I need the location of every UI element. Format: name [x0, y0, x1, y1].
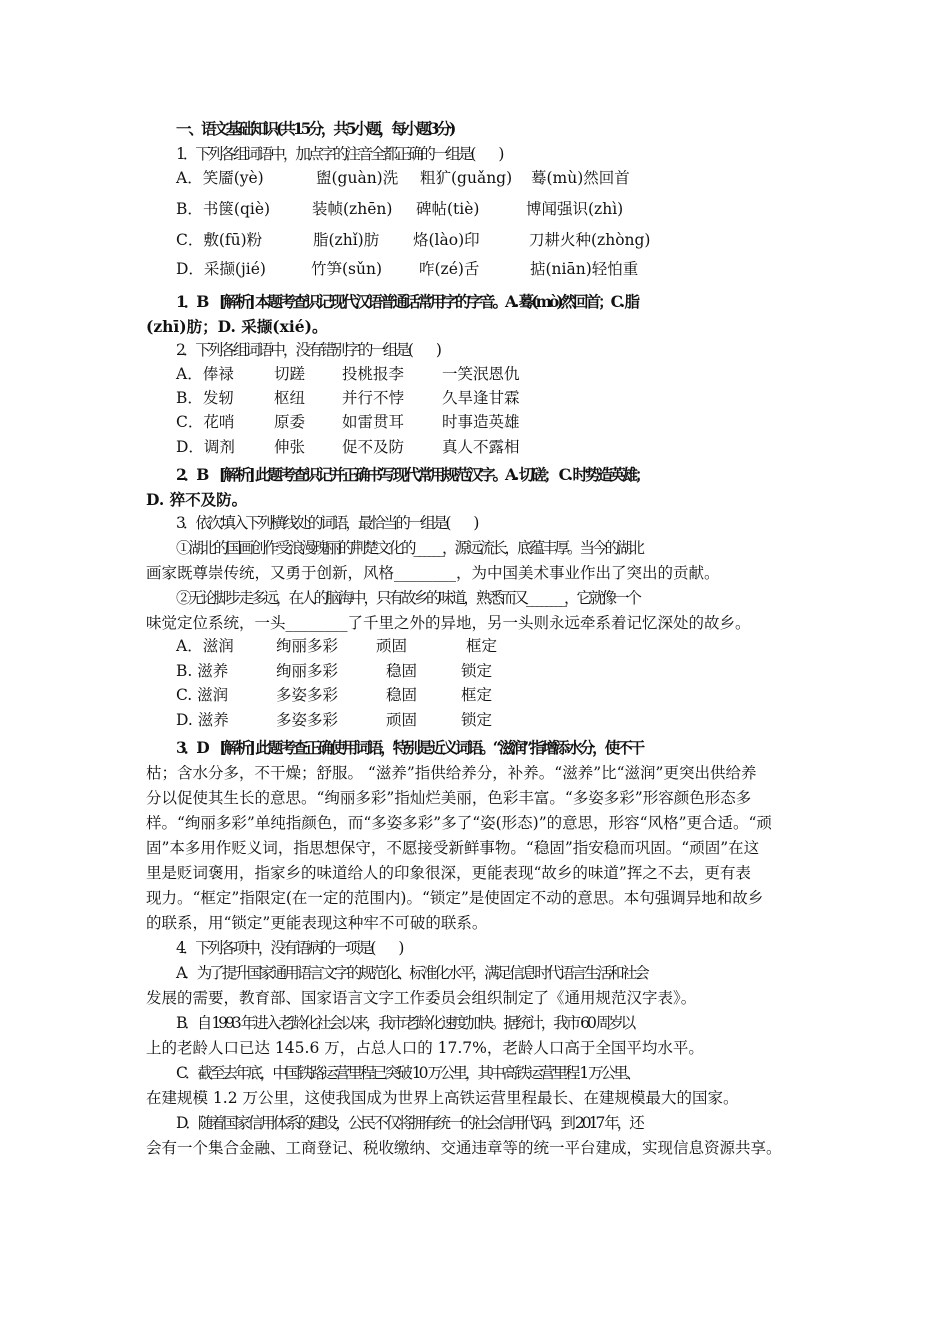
q2-d-3: 促不及防	[342, 438, 405, 456]
q3-d-1: D. 滋养	[176, 711, 229, 729]
q1-c-4: 刀耕火种(zhòng)	[529, 231, 651, 249]
q3-d-2: 多姿多彩	[276, 711, 339, 729]
q4-option-c-line2: 在建规模 1.2 万公里，这使我国成为世界上高铁运营里程最长、在建规模最大的国家。	[146, 1089, 739, 1107]
q2-answer-line1: 2．B [解析] 此题考查识记并正确书写现代常用规范汉字。A. 切磋； C. 时势造英雄；	[176, 465, 648, 484]
q1-b-1: B．书箧(qiè)	[176, 200, 271, 218]
q1-a-3: 粗犷(guǎng)	[420, 169, 513, 187]
q2-a-4: 一笑泯恩仇	[442, 365, 520, 383]
q3-c-3: 稳固	[386, 686, 418, 704]
q4-option-b-line1: B．自 1993 年进入老龄化社会以来，我市老龄化速度加快。据统计，我市 60 周岁以	[176, 1014, 634, 1032]
q1-option-b	[176, 195, 816, 223]
q1-a-1: A．笑靥(yè)	[176, 169, 264, 187]
q2-c-1: C．花哨	[176, 413, 235, 431]
q1-b-4: 博闻强识(zhì)	[526, 200, 624, 218]
q1-option-c	[176, 226, 816, 254]
question-2-stem: 2．下列各组词语中，没有错别字的一组是( )	[176, 341, 439, 359]
q2-a-1: A．俸禄	[176, 365, 234, 383]
q2-b-2: 枢纽	[274, 389, 306, 407]
q3-passage1-line1: ①湖北的国画创作受浪漫瑰丽的荆楚文化的______，源远流长，底蕴丰厚。当今的湖北	[176, 539, 643, 557]
q1-d-3: 咋(zé)舌	[419, 260, 480, 278]
q4-option-a-line1: A．为了提升国家通用语言文字的规范化、标准化水平，满足信息时代语言生活和社会	[176, 964, 647, 982]
q4-option-b-line2: 上的老龄人口已达 145.6 万，占总人口的 17.7%，老龄人口高于全国平均水平。	[146, 1039, 704, 1057]
q1-c-2: 脂(zhǐ)肪	[313, 231, 380, 249]
q3-a-4: 框定	[466, 637, 498, 655]
q2-d-4: 真人不露相	[442, 438, 520, 456]
q1-b-3: 碑帖(tiè)	[416, 200, 480, 218]
q1-d-4: 掂(niān)轻怕重	[530, 260, 639, 278]
q2-b-1: B．发轫	[176, 389, 234, 407]
q4-option-a-line2: 发展的需要，教育部、国家语言文字工作委员会组织制定了《通用规范汉字表》。	[146, 989, 697, 1007]
q1-c-3: 烙(lào)印	[413, 231, 480, 249]
q3-option-c	[176, 681, 816, 709]
q2-option-c	[176, 408, 816, 436]
q3-answer-line-6: 里是贬词褒用，指家乡的味道给人的印象很深，更能表现“故乡的味道”挥之不去，更有表	[146, 864, 751, 882]
q2-a-2: 切蹉	[274, 365, 306, 383]
question-3-stem: 3．依次填入下列横线处的词语，最恰当的一组是( )	[176, 514, 477, 532]
q3-b-4: 锁定	[461, 662, 493, 680]
q3-passage2-line1: ②无论脚步走多远，在人的脑海中，只有故乡的味道，熟悉而又________，它就像一个	[176, 589, 640, 607]
q3-answer-line-3: 分以促使其生长的意思。“绚丽多彩”指灿烂美丽，色彩丰富。“多姿多彩”形容颜色形态多	[146, 789, 752, 807]
q3-answer-line-4: 样。“绚丽多彩”单纯指颜色，而“多姿多彩”多了“姿(形态)”的意思，形容“风格”更合适。“顽	[146, 814, 772, 832]
q2-b-3: 并行不悖	[342, 389, 405, 407]
q1-a-4: 蓦(mù)然回首	[531, 169, 630, 187]
question-4-stem: 4．下列各项中，没有语病的一项是( )	[176, 939, 402, 957]
q2-c-2: 原委	[274, 413, 306, 431]
q1-answer-line2: (zhī)肪；D. 采撷(xié)。	[146, 317, 328, 336]
q1-c-1: C．敷(fū)粉	[176, 231, 263, 249]
section-title: 一、语文基础知识(共15分，共5小题，每小题3分)	[176, 119, 454, 138]
q2-a-3: 投桃报李	[342, 365, 405, 383]
q2-answer-line2: D. 猝不及防。	[146, 490, 248, 509]
q1-option-a	[176, 164, 816, 192]
q3-passage2-line2: 味觉定位系统，一头________了千里之外的异地，另一头则永远牵系着记忆深处的故乡。	[146, 614, 751, 632]
q3-d-4: 锁定	[461, 711, 493, 729]
q3-answer-line-1: 3．D [解析] 此题考查正确使用词语，特别是近义词语。“滋润”指增添水分，使不干	[176, 738, 643, 757]
q2-c-3: 如雷贯耳	[342, 413, 405, 431]
q3-answer-line-7: 现力。“框定”指限定(在一定的范围内)。“锁定”是使固定不动的意思。本句强调异地和故乡	[146, 889, 764, 907]
q2-b-4: 久旱逢甘霖	[442, 389, 520, 407]
q3-answer-line-8: 的联系，用“锁定”更能表现这种牢不可破的联系。	[146, 914, 488, 932]
q1-answer-line1: 1．B [解析] 本题考查识记现代汉语普通话常用字的字音。A. 蓦(mò)然回首；C. 脂	[176, 292, 638, 311]
q3-b-3: 稳固	[386, 662, 418, 680]
question-1-stem: 1．下列各组词语中，加点字的注音全都正确的一组是( )	[176, 145, 502, 163]
q4-option-c-line1: C．截至去年底，中国铁路运营里程已突破 10 万公里，其中高铁运营里程 1 万公里、	[176, 1064, 639, 1082]
q3-passage1-line2: 画家既尊崇传统，又勇于创新，风格________，为中国美术事业作出了突出的贡献。	[146, 564, 720, 582]
q3-a-2: 绚丽多彩	[276, 637, 339, 655]
q2-c-4: 时事造英雄	[442, 413, 520, 431]
q2-d-2: 伸张	[274, 438, 306, 456]
q3-answer-line-2: 枯；含水分多，不干燥；舒服。 “滋养”指供给养分，补养。“滋养”比“滋润”更突出供给养	[146, 764, 757, 782]
q1-b-2: 装帧(zhēn)	[312, 200, 393, 218]
q3-answer-line-5: 固”本多用作贬义词，指思想保守，不愿接受新鲜事物。“稳固”指安稳而巩固。“顽固”在这	[146, 839, 760, 857]
q3-a-1: A．滋润	[176, 637, 234, 655]
q4-option-d-line2: 会有一个集合金融、工商登记、税收缴纳、交通违章等的统一平台建成，实现信息资源共享。	[146, 1139, 782, 1157]
q2-option-d	[176, 433, 816, 461]
q1-option-d	[176, 255, 816, 283]
q3-d-3: 顽固	[386, 711, 418, 729]
q1-a-2: 盥(guàn)洗	[316, 169, 399, 187]
q3-b-2: 绚丽多彩	[276, 662, 339, 680]
q2-d-1: D．调剂	[176, 438, 235, 456]
q1-d-2: 竹笋(sǔn)	[311, 260, 383, 278]
q3-option-d	[176, 706, 816, 734]
q1-d-1: D．采撷(jié)	[176, 260, 266, 278]
q4-option-d-line1: D．随着国家信用体系的建设，公民不仅将拥有统一的社会信用代码，到 2017 年，还	[176, 1114, 642, 1132]
q3-c-2: 多姿多彩	[276, 686, 339, 704]
q3-c-4: 框定	[461, 686, 493, 704]
q3-a-3: 顽固	[376, 637, 408, 655]
q3-option-a	[176, 632, 816, 660]
q3-b-1: B. 滋养	[176, 662, 229, 680]
q3-c-1: C. 滋润	[176, 686, 229, 704]
